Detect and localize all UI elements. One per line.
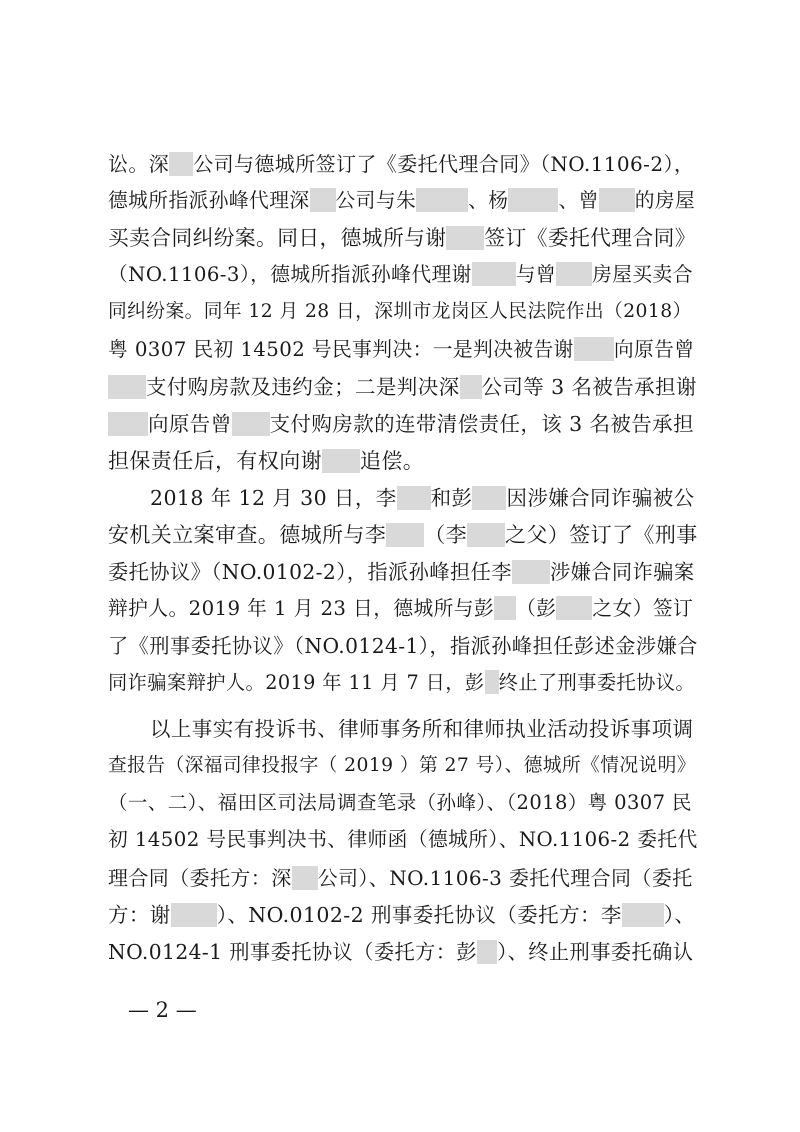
redaction-mask: [232, 412, 270, 436]
text-line: 德城所指派孙峰代理深 公司与朱 、杨 、曾 的房屋: [108, 189, 696, 212]
redaction-mask: [460, 375, 482, 399]
redaction-mask: [108, 412, 148, 436]
redaction-mask: [472, 486, 506, 510]
text-line: 买卖合同纠纷案。同日，德城所与谢 签订《委托代理合同》: [108, 226, 696, 250]
redaction-mask: [477, 940, 497, 964]
text-line: 方：谢 ）、NO.0102-2 刑事委托协议（委托方：李 ）、: [108, 903, 696, 927]
redaction-mask: [494, 596, 516, 620]
redaction-mask: [485, 670, 499, 694]
redaction-mask: [397, 486, 431, 510]
redaction-mask: [556, 596, 592, 620]
text-line: （一、二）、福田区司法局调查笔录（孙峰）、（2018）粤 0307 民: [108, 791, 692, 814]
redaction-mask: [599, 188, 635, 212]
text-line: 担保责任后，有权向谢 追偿。: [108, 449, 425, 473]
text-line: 2018 年 12 月 30 日，李 和彭 因涉嫌合同诈骗被公: [150, 486, 695, 510]
text-line: 粤 0307 民初 14502 号民事判决：一是判决被告谢 向原告曾: [108, 338, 695, 361]
text-line: 讼。深 公司与德城所签订了《委托代理合同》（NO.1106-2），: [108, 152, 695, 176]
text-line: 同纠纷案。同年 12 月 28 日，深圳市龙岗区人民法院作出（2018）: [108, 301, 692, 322]
redaction-mask: [169, 152, 193, 176]
page-number: — 2 —: [128, 998, 197, 1022]
redaction-mask: [310, 188, 336, 212]
text-line: 理合同（委托方：深 公司）、NO.1106-3 委托代理合同（委托: [108, 866, 693, 890]
text-line: 初 14502 号民事判决书、律师函（德城所）、NO.1106-2 委托代: [108, 828, 698, 851]
text-line: 了《刑事委托协议》（NO.0124-1），指派孙峰担任彭述金涉嫌合: [108, 634, 698, 658]
text-line: 以上事实有投诉书、律师事务所和律师执业活动投诉事项调: [150, 717, 694, 741]
redaction-mask: [508, 188, 558, 212]
text-line: 支付购房款及违约金；二是判决深 公司等 3 名被告承担谢: [108, 371, 698, 403]
redaction-mask: [446, 226, 484, 250]
redaction-mask: [416, 188, 468, 212]
text-line: 同诈骗案辩护人。2019 年 11 月 7 日，彭 终止了刑事委托协议。: [108, 671, 696, 694]
redaction-mask: [622, 903, 664, 927]
redaction-mask: [574, 337, 614, 361]
redaction-mask: [386, 523, 424, 547]
text-line: 查报告（深福司律投报字（ 2019 ）第 27 号）、德城所《情况说明》: [108, 755, 696, 776]
redaction-mask: [108, 375, 146, 399]
redaction-mask: [322, 449, 360, 473]
redaction-mask: [292, 866, 318, 890]
text-line: （NO.1106-3），德城所指派孙峰代理谢 与曾 房屋买卖合: [108, 263, 693, 286]
redaction-mask: [171, 903, 217, 927]
text-line: 委托协议》（NO.0102-2），指派孙峰担任李 涉嫌合同诈骗案: [108, 560, 695, 584]
text-line: 向原告曾 支付购房款的连带清偿责任，该 3 名被告承担: [108, 408, 698, 440]
text-line: 辩护人。2019 年 1 月 23 日，德城所与彭 （彭 之女）签订: [108, 597, 694, 620]
redaction-mask: [472, 262, 516, 286]
redaction-mask: [512, 560, 550, 584]
redaction-mask: [467, 523, 505, 547]
text-line: NO.0124-1 刑事委托协议（委托方：彭 ）、终止刑事委托确认: [108, 940, 694, 964]
text-line: 安机关立案审查。德城所与李 （李 之父）签订了《刑事: [108, 523, 698, 547]
redaction-mask: [556, 262, 592, 286]
